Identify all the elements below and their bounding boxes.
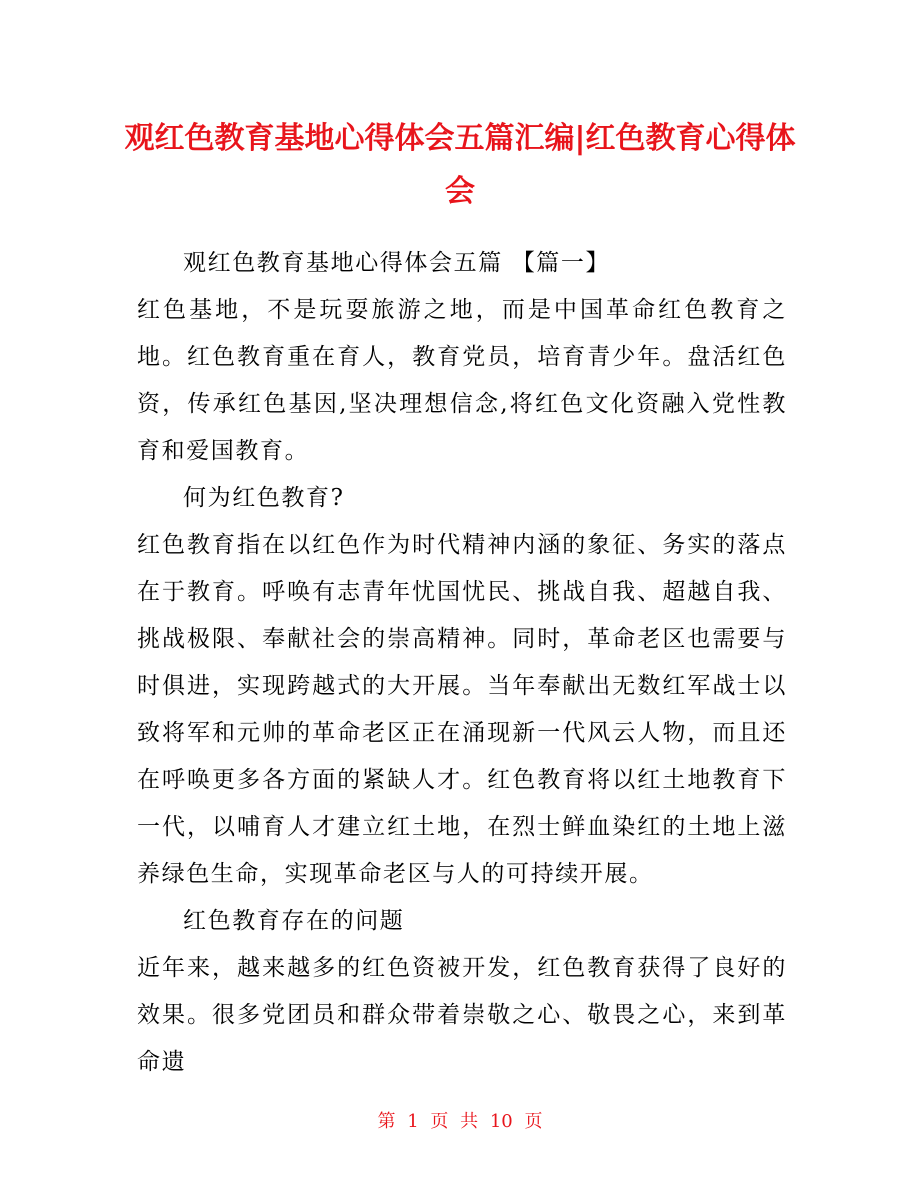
body-paragraph: 红色基地，不是玩耍旅游之地，而是中国革命红色教育之地。红色教育重在育人，教育党员，培育青少年。盘活红色资，传承红色基因,坚决理想信念,将红色文化资融入党性教育和爱国教育。 [137, 297, 787, 464]
document-title: 观红色教育基地心得体会五篇汇编|红色教育心得体会 [124, 121, 796, 209]
section-heading: 观红色教育基地心得体会五篇 【篇一】 [183, 250, 611, 276]
page-number-footer: 第 1 页 共 10 页 [377, 1111, 543, 1132]
body-paragraph: 近年来，越来越多的红色资被开发，红色教育获得了良好的效果。很多党团员和群众带着崇敬之心、敬畏之心，来到革命遗 [137, 955, 787, 1075]
body-paragraph: 红色教育指在以红色作为时代精神内涵的象征、务实的落点在于教育。呼唤有志青年忧国忧民、挑战自我、超越自我、挑战极限、奉献社会的崇高精神。同时，革命老区也需要与时俱进，实现跨越式的大开展。当年奉献出无数红军战士以致将军和元帅的革命老区正在涌现新一代风云人物，而且还在呼唤更多各方面的紧缺人才。红色教育将以红土地教育下一代，以哺育人才建立红土地，在烈士鲜血染红的土地上滋养绿色生命，实现革命老区与人的可持续开展。 [137, 532, 787, 887]
section-heading: 何为红色教育? [183, 485, 345, 511]
document-body [137, 240, 787, 1086]
section-heading: 红色教育存在的问题 [183, 908, 405, 934]
